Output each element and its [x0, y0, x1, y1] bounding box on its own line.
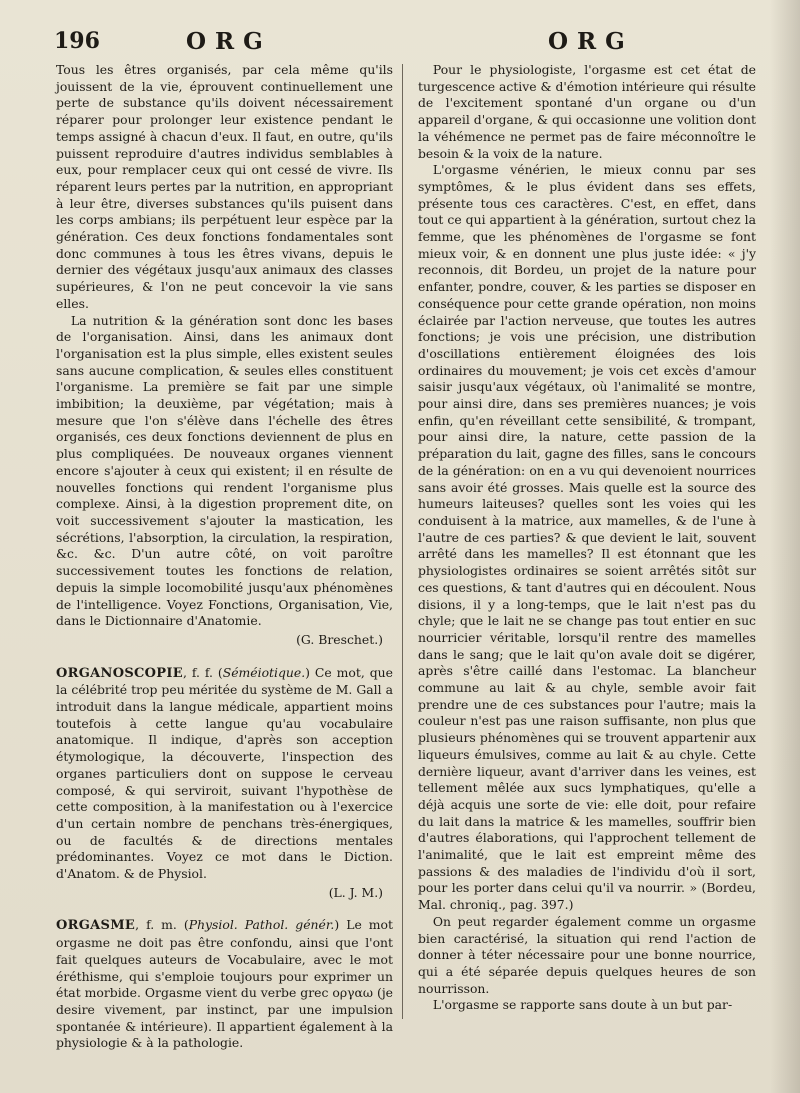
- paragraph: L'orgasme se rapporte sans doute à un but par-: [432, 997, 733, 1013]
- entry-grammar: , f. f. (: [182, 664, 223, 680]
- running-head-right: ORG: [548, 28, 634, 55]
- left-column: [56, 62, 393, 1052]
- paragraph: La nutrition & la génération sont donc les bases de l'organisation. Ainsi, dans les animaux dont l'organisation est la plus simple, elles existent seules sans aucune complication, & seules elles constituent l'organisme. La première se fait par une simple imbibition; la deuxième, par végétation; mais à mesure que l'on s'élève dans l'échelle des êtres organisés, ces deux fonctions deviennent de plus en plus compliquées. De nouveaux organes viennent encore s'ajouter à ceux qui existent; il en résulte de nouvelles fonctions qui rendent l'organisme plus complexe. Ainsi, à la digestion proprement dite, on voit successivement s'ajouter la mastication, les sécrétions, l'absorption, la circulation, la respiration, &c. &c. D'un autre côté, on voit paroître successivement toutes les fonctions de relation, depuis la simple locomobilité jusqu'aux phénomènes de l'intelligence. Voyez Fonctions, Organisation, Vie, dans le Dictionnaire d'Anatomie.: [56, 312, 393, 629]
- page-number: 196: [54, 28, 100, 54]
- entry-headword: ORGASME: [56, 918, 136, 934]
- paragraph: On peut regarder également comme un orgasme bien caractérisé, la situation qui rend l'action de donner à téter nécessaire pour une bonne nourrice, qui a été séparée depuis quelques heures de son nourrisson.: [418, 913, 756, 996]
- entry-text: ) Ce mot, que la célébrité trop peu méritée du système de M. Gall a introduit dans la langue médicale, appartient moins toutefois à cette langue qu'au vocabulaire anatomique. Il indique, d'après son acception étymologique, la découverte, l'inspection des organes particuliers dont on suppose le cerveau composé, & qui serviroit, suivant l'hypothèse de cette composition, à la manifestation ou à l'exercice d'un certain nombre de penchans très-énergiques, ou de facultés & de directions mentales prédominantes. Voyez ce mot dans le Diction. d'Anatom. & de Physiol.: [56, 664, 393, 882]
- entry-domain-label: Physiol. Pathol. génér.: [188, 917, 335, 933]
- right-column: [418, 62, 756, 1014]
- column-divider: [402, 64, 403, 1019]
- dictionary-entry-orgasme: [56, 917, 393, 1052]
- paragraph: Tous les êtres organisés, par cela même qu'ils jouissent de la vie, éprouvent continuellement une perte de substance qu'ils doivent nécessairement réparer pour prolonger leur existence pendant le temps assigné à chacun d'eux. Il faut, en outre, qu'ils puissent reproduire d'autres individus semblables à eux, pour remplacer ceux qui ont cessé de vivre. Ils réparent leurs pertes par la nutrition, en appropriant à leur être, diverses substances qu'ils puisent dans les corps ambians; ils perpétuent leur espèce par la génération. Ces deux fonctions fondamentales sont donc communes à tous les êtres vivans, depuis le dernier des végétaux jusqu'aux animaux des classes supérieures, & l'on ne peut concevoir la vie sans elles.: [56, 62, 393, 311]
- page-header: [0, 28, 800, 58]
- dictionary-entry-organoscopie: [56, 665, 393, 883]
- author-signature: (G. Breschet.): [296, 631, 383, 647]
- entry-grammar: , f. m. (: [135, 917, 189, 933]
- paragraph: Pour le physiologiste, l'orgasme est cet état de turgescence active & d'émotion intérieure qui résulte de l'excitement spontané d'un organe ou d'un appareil d'organe, & qui occasionne une volition dont la véhémence ne permet pas de faire méconnoître le besoin & la voix de la nature.: [418, 62, 757, 161]
- page-edge-shadow: [770, 0, 800, 1093]
- entry-text: ) Le mot orgasme ne doit pas être confondu, ainsi que l'ont fait quelques auteurs de Vocabulaire, avec le mot éréthisme, qui s'emploie toujours pour exprimer un état morbide. Orgasme vient du verbe grec οργαω (je desire vivement, par instinct, par une impulsion spontanée & intérieure). Il appartient également à la physiologie & à la pathologie.: [56, 917, 393, 1051]
- entry-domain-label: Séméiotique.: [222, 664, 306, 680]
- paragraph: L'orgasme vénérien, le mieux connu par ses symptômes, & le plus évident dans ses effets, présente tous ces caractères. C'est, en effet, dans tout ce qui appartient à la génération, surtout chez la femme, que les phénomènes de l'orgasme se font mieux voir, & en donnent une plus juste idée: « j'y reconnois, dit Bordeu, un projet de la nature pour enfanter, pondre, couver, & les parties se disposer en conséquence pour cette grande opération, non moins éclairée par l'action nerveuse, que toutes les autres fonctions; je vois une précision, une distribution d'oscillations entièrement éloignées des lois ordinaires du mouvement; je vois cet excès d'amour saisir jusqu'aux végétaux, où l'animalité se montre, pour ainsi dire, dans ses premières nuances; je vois enfin, qu'en réveillant cette sensibilité, & trompant, pour ainsi dire, la nature, cette passion de la préparation du lait, gagne des filles, sans le concours de la génération: on en a vu qui devenoient nourrices sans avoir été grosses. Mais quelle est la source des humeurs laiteuses? quelles sont les voies qui les conduisent à la matrice, aux mamelles, & de l'une à l'autre de ces parties? & que devient le lait, souvent arrêté dans les mamelles? Il est étonnant que les physiologistes ordinaires se soient arrêtés sitôt sur ces questions, & tant d'autres qui en découlent. Nous disions, il y a long-temps, que le lait n'est pas du chyle; que le lait ne se change pas tout entier en suc nourricier véritable, lorsqu'il rentre des mamelles dans le sang; que le lait qu'on avale doit se digérer, après s'être caillé dans l'estomac. La blancheur commune au lait & au chyle, semble avoir fait prendre une de ces substances pour l'autre; mais la couleur n'est pas une raison suffisante, non plus que plusieurs phénomènes qui se trouvent appartenir aux liqueurs émulsives, comme au lait & au chyle. Cette dernière liqueur, avant d'arriver dans les veines, est tellement mêlée aux sucs lymphatiques, qu'elle a déjà acquis une sorte de vie: elle doit, pour refaire du lait dans la matrice & les mamelles, souffrir bien d'autres élaborations, qui l'approchent tellement de l'animalité, que le lait est empreint même des passions & des maladies de l'individu d'où il sort, pour les porter dans celui qu'il va nourrir. » (Bordeu, Mal. chroniq., pag. 397.): [418, 162, 756, 913]
- entry-headword: ORGANOSCOPIE: [56, 665, 183, 681]
- running-head-left: ORG: [186, 28, 272, 55]
- author-signature: (L. J. M.): [328, 884, 383, 900]
